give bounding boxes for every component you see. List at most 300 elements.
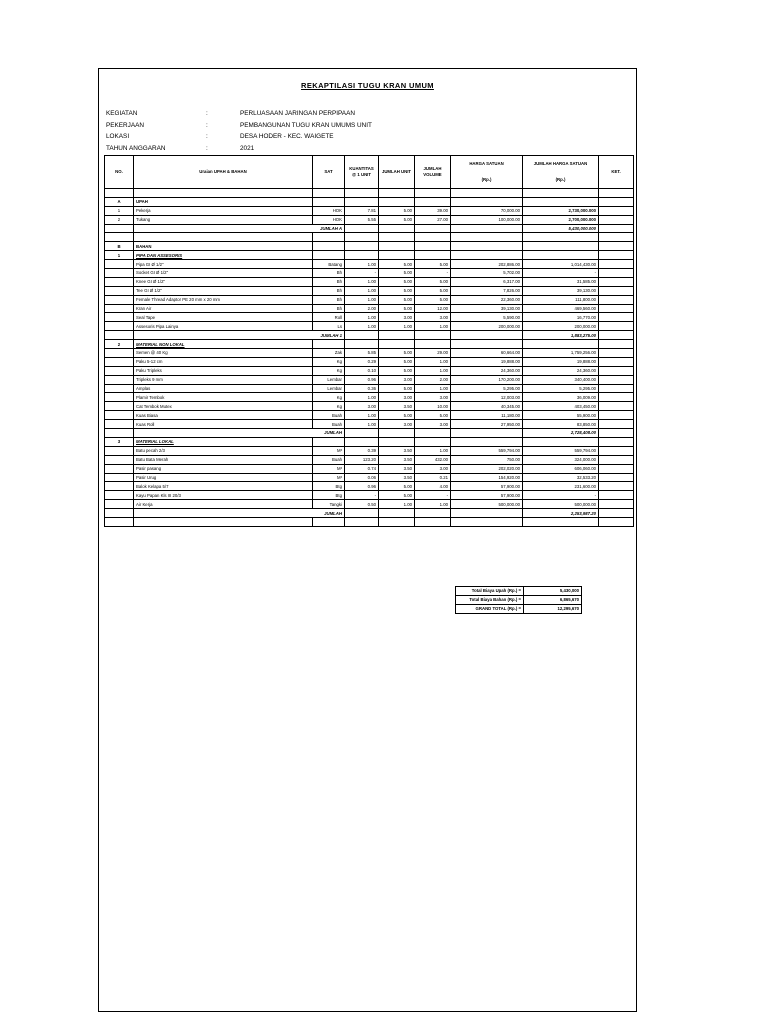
empty-cell bbox=[134, 189, 313, 198]
item-ket bbox=[599, 206, 634, 215]
empty-cell bbox=[523, 197, 599, 206]
item-jumlah: 16,770.00 bbox=[523, 313, 599, 322]
item-jumlah: 24,360.00 bbox=[523, 366, 599, 375]
item-jumlah: 231,600.00 bbox=[523, 482, 599, 491]
item-jumlah: 83,850.00 bbox=[523, 420, 599, 429]
row-no bbox=[105, 500, 134, 509]
row-no bbox=[105, 446, 134, 455]
item-unit: 3.50 bbox=[379, 464, 415, 473]
info-colon: : bbox=[206, 110, 208, 117]
table-row bbox=[105, 420, 634, 429]
empty-cell bbox=[345, 233, 379, 242]
empty-cell bbox=[105, 224, 134, 233]
item-unit: 5.00 bbox=[379, 491, 415, 500]
empty-cell bbox=[105, 429, 134, 438]
empty-cell bbox=[379, 517, 415, 526]
item-harga: 19,888.00 bbox=[451, 357, 523, 366]
info-label: KEGIATAN bbox=[106, 110, 138, 117]
item-kuantitas: 1.00 bbox=[345, 260, 379, 269]
item-unit: 3.00 bbox=[379, 420, 415, 429]
item-name: Kayu Papan Kls III 20/3 bbox=[134, 491, 313, 500]
row-no bbox=[105, 260, 134, 269]
table-row bbox=[105, 446, 634, 455]
item-sat: Kg bbox=[313, 393, 345, 402]
item-jumlah: 1,014,430.00 bbox=[523, 260, 599, 269]
item-volume: 5.00 bbox=[415, 411, 451, 420]
item-harga: 12,003.00 bbox=[451, 393, 523, 402]
item-kuantitas: 123.20 bbox=[345, 455, 379, 464]
table-row bbox=[105, 260, 634, 269]
item-ket bbox=[599, 375, 634, 384]
row-no bbox=[105, 384, 134, 393]
item-volume: 3.00 bbox=[415, 313, 451, 322]
empty-cell bbox=[415, 429, 451, 438]
item-name: Pasir Urug bbox=[134, 473, 313, 482]
item-unit: 3.00 bbox=[379, 375, 415, 384]
summary-value: 5,430,000 bbox=[524, 587, 582, 596]
item-name: Paku 5-12 cm bbox=[134, 357, 313, 366]
item-ket bbox=[599, 455, 634, 464]
item-ket bbox=[599, 384, 634, 393]
item-ket bbox=[599, 491, 634, 500]
item-unit: 3.00 bbox=[379, 393, 415, 402]
item-kuantitas: 1.00 bbox=[345, 393, 379, 402]
empty-cell bbox=[523, 189, 599, 198]
item-ket bbox=[599, 411, 634, 420]
item-unit: 5.00 bbox=[379, 482, 415, 491]
empty-cell bbox=[345, 509, 379, 518]
empty-cell bbox=[345, 224, 379, 233]
empty-cell bbox=[451, 429, 523, 438]
item-sat: HOK bbox=[313, 206, 345, 215]
row-no: 2 bbox=[105, 340, 134, 349]
item-volume: 10.00 bbox=[415, 402, 451, 411]
table-row bbox=[105, 304, 634, 313]
empty-cell bbox=[345, 340, 379, 349]
table-row bbox=[105, 384, 634, 393]
item-sat: Tangki bbox=[313, 500, 345, 509]
item-unit: 5.00 bbox=[379, 269, 415, 278]
item-unit: 1.00 bbox=[379, 500, 415, 509]
empty-cell bbox=[313, 242, 345, 251]
empty-cell bbox=[599, 429, 634, 438]
item-harga: 202,020.00 bbox=[451, 464, 523, 473]
item-sat: Roll bbox=[313, 313, 345, 322]
empty-cell bbox=[379, 189, 415, 198]
item-kuantitas: 0.29 bbox=[345, 357, 379, 366]
empty-cell bbox=[105, 331, 134, 340]
item-ket bbox=[599, 446, 634, 455]
row-no bbox=[105, 322, 134, 331]
empty-cell bbox=[415, 509, 451, 518]
item-ket bbox=[599, 277, 634, 286]
row-no bbox=[105, 286, 134, 295]
table-row bbox=[105, 357, 634, 366]
blank-row bbox=[105, 517, 634, 526]
item-ket bbox=[599, 500, 634, 509]
empty-cell bbox=[379, 233, 415, 242]
item-jumlah: 340,400.00 bbox=[523, 375, 599, 384]
header-kuantitas: KUANTITAS @ 1 UNIT bbox=[345, 156, 379, 189]
empty-cell bbox=[415, 251, 451, 260]
empty-cell bbox=[599, 340, 634, 349]
item-kuantitas: - bbox=[345, 491, 379, 500]
item-ket bbox=[599, 420, 634, 429]
table-row bbox=[105, 411, 634, 420]
empty-cell bbox=[313, 233, 345, 242]
summary-value: 6,865,670 bbox=[524, 595, 582, 604]
item-volume: 3.00 bbox=[415, 420, 451, 429]
item-volume: 432.00 bbox=[415, 455, 451, 464]
header-ket: KET. bbox=[599, 156, 634, 189]
item-sat: Bh bbox=[313, 295, 345, 304]
header-jumlah-volume: JUMLAH VOLUME bbox=[415, 156, 451, 189]
section-row bbox=[105, 437, 634, 446]
row-no: B bbox=[105, 242, 134, 251]
item-volume: 2.00 bbox=[415, 375, 451, 384]
item-harga: 6,317.00 bbox=[451, 277, 523, 286]
section-row bbox=[105, 197, 634, 206]
info-colon: : bbox=[206, 121, 208, 129]
item-name: Air Kerja bbox=[134, 500, 313, 509]
item-ket bbox=[599, 286, 634, 295]
table-row bbox=[105, 473, 634, 482]
item-harga: 24,360.00 bbox=[451, 366, 523, 375]
item-volume: 27.00 bbox=[415, 215, 451, 224]
item-kuantitas: 0.10 bbox=[345, 366, 379, 375]
row-no bbox=[105, 464, 134, 473]
empty-cell bbox=[451, 189, 523, 198]
summary-label: GRAND TOTAL (Rp.) = bbox=[456, 604, 524, 613]
item-sat: Kg bbox=[313, 366, 345, 375]
item-jumlah: - bbox=[523, 491, 599, 500]
row-no bbox=[105, 269, 134, 278]
header-jumlah-unit: JUMLAH UNIT bbox=[379, 156, 415, 189]
item-sat: Lembar bbox=[313, 384, 345, 393]
info-value: PERLUASAAN JARINGAN PERPIPAAN bbox=[240, 110, 355, 117]
row-no bbox=[105, 357, 134, 366]
item-jumlah: 559,794.00 bbox=[523, 446, 599, 455]
row-no bbox=[105, 295, 134, 304]
item-jumlah: 55,900.00 bbox=[523, 411, 599, 420]
item-volume: 1.00 bbox=[415, 446, 451, 455]
empty-cell bbox=[451, 437, 523, 446]
item-ket bbox=[599, 366, 634, 375]
empty-cell bbox=[451, 242, 523, 251]
table-row bbox=[105, 322, 634, 331]
summary-row bbox=[456, 595, 582, 604]
item-unit: 5.00 bbox=[379, 295, 415, 304]
item-volume: 5.00 bbox=[415, 277, 451, 286]
item-volume: 39.00 bbox=[415, 206, 451, 215]
item-unit: 3.00 bbox=[379, 313, 415, 322]
header-uraian: Uraian UPAH & BAHAN bbox=[134, 156, 313, 189]
item-ket bbox=[599, 473, 634, 482]
item-sat: Batang bbox=[313, 260, 345, 269]
table-row bbox=[105, 402, 634, 411]
item-volume: 12.00 bbox=[415, 304, 451, 313]
item-sat: Kg bbox=[313, 402, 345, 411]
item-unit: 3.50 bbox=[379, 473, 415, 482]
item-jumlah: 324,000.00 bbox=[523, 455, 599, 464]
empty-cell bbox=[105, 517, 134, 526]
item-sat: Lembar bbox=[313, 375, 345, 384]
total-label: JUMLAH bbox=[134, 429, 345, 438]
summary-label: Total Biaya Upah (Rp.) = bbox=[456, 587, 524, 596]
item-kuantitas: 1.00 bbox=[345, 277, 379, 286]
item-kuantitas: 0.96 bbox=[345, 482, 379, 491]
item-unit: 5.00 bbox=[379, 384, 415, 393]
section-name: MATERIAL NON LOKAL bbox=[134, 340, 313, 349]
item-kuantitas: 1.00 bbox=[345, 313, 379, 322]
item-name: Balok Kelapa 5/7 bbox=[134, 482, 313, 491]
row-no bbox=[105, 411, 134, 420]
empty-cell bbox=[415, 340, 451, 349]
empty-cell bbox=[599, 437, 634, 446]
item-jumlah: 1,759,256.00 bbox=[523, 349, 599, 358]
info-value: 2021 bbox=[240, 144, 255, 152]
item-ket bbox=[599, 322, 634, 331]
empty-cell bbox=[523, 233, 599, 242]
item-harga: 57,900.00 bbox=[451, 482, 523, 491]
section-row bbox=[105, 251, 634, 260]
item-volume: 5.00 bbox=[415, 286, 451, 295]
item-harga: 60,664.00 bbox=[451, 349, 523, 358]
item-sat: Bh bbox=[313, 269, 345, 278]
section-row bbox=[105, 242, 634, 251]
row-no: 2 bbox=[105, 215, 134, 224]
item-kuantitas: 1.00 bbox=[345, 420, 379, 429]
item-kuantitas: 5.85 bbox=[345, 349, 379, 358]
info-value: DESA HODER - KEC. WAIGETE bbox=[240, 133, 334, 140]
cost-table bbox=[104, 155, 634, 527]
row-no bbox=[105, 420, 134, 429]
item-ket bbox=[599, 402, 634, 411]
row-no bbox=[105, 393, 134, 402]
item-unit: 5.00 bbox=[379, 366, 415, 375]
item-name: Female Thread Adaptor PE 20 mm x 20 mm bbox=[134, 295, 313, 304]
item-sat: Zak bbox=[313, 349, 345, 358]
row-no: 1 bbox=[105, 206, 134, 215]
item-jumlah: 111,800.00 bbox=[523, 295, 599, 304]
empty-cell bbox=[105, 189, 134, 198]
item-volume: 4.00 bbox=[415, 482, 451, 491]
item-harga: 5,295.00 bbox=[451, 384, 523, 393]
item-sat: M³ bbox=[313, 464, 345, 473]
empty-cell bbox=[451, 197, 523, 206]
item-name: Semen @ 40 Kg bbox=[134, 349, 313, 358]
empty-cell bbox=[415, 233, 451, 242]
total-row bbox=[105, 429, 634, 438]
empty-cell bbox=[313, 340, 345, 349]
empty-cell bbox=[345, 189, 379, 198]
header-no: NO. bbox=[105, 156, 134, 189]
header-harga-unit: (Rp.) bbox=[481, 177, 492, 182]
item-harga: 170,200.00 bbox=[451, 375, 523, 384]
item-name: Assesoris Pipa Lainya bbox=[134, 322, 313, 331]
item-sat: M³ bbox=[313, 473, 345, 482]
empty-cell bbox=[313, 437, 345, 446]
item-name: Seal Tape bbox=[134, 313, 313, 322]
empty-cell bbox=[599, 517, 634, 526]
section-name: PIPA DAN ASSESORIS bbox=[134, 251, 313, 260]
empty-cell bbox=[599, 509, 634, 518]
item-harga: 40,345.00 bbox=[451, 402, 523, 411]
item-kuantitas: 0.06 bbox=[345, 473, 379, 482]
item-harga: 5,702.00 bbox=[451, 269, 523, 278]
row-no bbox=[105, 375, 134, 384]
item-jumlah: 5,295.00 bbox=[523, 384, 599, 393]
empty-cell bbox=[599, 224, 634, 233]
empty-cell bbox=[379, 509, 415, 518]
item-jumlah: 39,130.00 bbox=[523, 286, 599, 295]
empty-cell bbox=[451, 340, 523, 349]
item-name: Pasir pasang bbox=[134, 464, 313, 473]
row-no bbox=[105, 366, 134, 375]
empty-cell bbox=[105, 509, 134, 518]
item-sat: HOK bbox=[313, 215, 345, 224]
item-unit: 5.00 bbox=[379, 286, 415, 295]
item-unit: 5.00 bbox=[379, 357, 415, 366]
table-row bbox=[105, 269, 634, 278]
item-name: Batu Bata Merah bbox=[134, 455, 313, 464]
empty-cell bbox=[379, 340, 415, 349]
item-sat: Buah bbox=[313, 420, 345, 429]
row-no bbox=[105, 349, 134, 358]
item-name: Tee GI Ø 1/2" bbox=[134, 286, 313, 295]
empty-cell bbox=[415, 197, 451, 206]
empty-cell bbox=[379, 331, 415, 340]
item-kuantitas: 0.74 bbox=[345, 464, 379, 473]
item-name: Tripleks 9 mm bbox=[134, 375, 313, 384]
table-row bbox=[105, 286, 634, 295]
table-row bbox=[105, 313, 634, 322]
item-ket bbox=[599, 482, 634, 491]
header-sat: SAT bbox=[313, 156, 345, 189]
empty-cell bbox=[599, 242, 634, 251]
item-harga: 100,000.00 bbox=[451, 215, 523, 224]
empty-cell bbox=[599, 197, 634, 206]
item-unit: 5.00 bbox=[379, 277, 415, 286]
table-row bbox=[105, 206, 634, 215]
item-harga: 27,950.00 bbox=[451, 420, 523, 429]
item-harga: 559,794.00 bbox=[451, 446, 523, 455]
empty-cell bbox=[599, 331, 634, 340]
item-volume: 5.00 bbox=[415, 260, 451, 269]
item-ket bbox=[599, 295, 634, 304]
header-jumlah-unit-rp: (Rp.) bbox=[555, 177, 566, 182]
item-kuantitas: 0.39 bbox=[345, 446, 379, 455]
row-no bbox=[105, 491, 134, 500]
item-volume: 1.00 bbox=[415, 322, 451, 331]
item-sat: M³ bbox=[313, 446, 345, 455]
item-kuantitas: 1.00 bbox=[345, 411, 379, 420]
total-value: 1,883,275.00 bbox=[523, 331, 599, 340]
item-unit: 5.00 bbox=[379, 304, 415, 313]
item-jumlah: 2,700,000.000 bbox=[523, 215, 599, 224]
item-sat: Bh bbox=[313, 277, 345, 286]
item-kuantitas: 1.00 bbox=[345, 286, 379, 295]
summary-value: 12,295,670 bbox=[524, 604, 582, 613]
blank-row bbox=[105, 189, 634, 198]
section-name: UPAH bbox=[134, 197, 313, 206]
row-no bbox=[105, 304, 134, 313]
item-sat: Btg bbox=[313, 482, 345, 491]
item-kuantitas: 7.81 bbox=[345, 206, 379, 215]
item-name: Pekerja bbox=[134, 206, 313, 215]
summary-row bbox=[456, 604, 582, 613]
item-ket bbox=[599, 304, 634, 313]
item-name: Kuas Biasa bbox=[134, 411, 313, 420]
item-name: Kran Air bbox=[134, 304, 313, 313]
info-label: PEKERJAAN bbox=[106, 121, 145, 129]
item-sat: Bh bbox=[313, 304, 345, 313]
empty-cell bbox=[379, 242, 415, 251]
summary-row bbox=[456, 587, 582, 596]
empty-cell bbox=[599, 251, 634, 260]
empty-cell bbox=[134, 233, 313, 242]
table-row bbox=[105, 393, 634, 402]
item-kuantitas: 3.00 bbox=[345, 402, 379, 411]
item-volume: - bbox=[415, 269, 451, 278]
empty-cell bbox=[451, 331, 523, 340]
item-name: Socket GI Ø 1/2" bbox=[134, 269, 313, 278]
empty-cell bbox=[134, 517, 313, 526]
empty-cell bbox=[313, 251, 345, 260]
item-kuantitas: 1.00 bbox=[345, 322, 379, 331]
empty-cell bbox=[313, 189, 345, 198]
row-no: 1 bbox=[105, 251, 134, 260]
item-unit: 5.00 bbox=[379, 206, 415, 215]
item-jumlah: 606,060.00 bbox=[523, 464, 599, 473]
header-jumlah-harga bbox=[523, 156, 599, 189]
empty-cell bbox=[345, 242, 379, 251]
total-row bbox=[105, 509, 634, 518]
item-name: Cat Tembok Mutex bbox=[134, 402, 313, 411]
item-volume: 1.00 bbox=[415, 384, 451, 393]
item-kuantitas: 0.50 bbox=[345, 500, 379, 509]
item-volume: 1.00 bbox=[415, 500, 451, 509]
item-name: Kuas Roll bbox=[134, 420, 313, 429]
table-row bbox=[105, 366, 634, 375]
item-sat: Ls bbox=[313, 322, 345, 331]
item-ket bbox=[599, 393, 634, 402]
item-harga: 11,180.00 bbox=[451, 411, 523, 420]
table-row bbox=[105, 464, 634, 473]
empty-cell bbox=[345, 251, 379, 260]
item-jumlah: 36,009.00 bbox=[523, 393, 599, 402]
total-value: 2,728,408.00 bbox=[523, 429, 599, 438]
item-jumlah: 2,730,000.000 bbox=[523, 206, 599, 215]
item-jumlah: 19,888.00 bbox=[523, 357, 599, 366]
item-jumlah: 31,585.00 bbox=[523, 277, 599, 286]
row-no bbox=[105, 402, 134, 411]
empty-cell bbox=[345, 437, 379, 446]
row-no bbox=[105, 455, 134, 464]
empty-cell bbox=[523, 517, 599, 526]
info-value: PEMBANGUNAN TUGU KRAN UMUMS UNIT bbox=[240, 121, 372, 129]
empty-cell bbox=[345, 429, 379, 438]
empty-cell bbox=[451, 517, 523, 526]
empty-cell bbox=[523, 340, 599, 349]
title-text: REKAPTILASI TUGU KRAN UMUM bbox=[301, 81, 434, 90]
section-row bbox=[105, 340, 634, 349]
item-unit: 3.50 bbox=[379, 455, 415, 464]
item-ket bbox=[599, 464, 634, 473]
item-kuantitas: - bbox=[345, 269, 379, 278]
item-harga: 154,920.00 bbox=[451, 473, 523, 482]
empty-cell bbox=[345, 331, 379, 340]
